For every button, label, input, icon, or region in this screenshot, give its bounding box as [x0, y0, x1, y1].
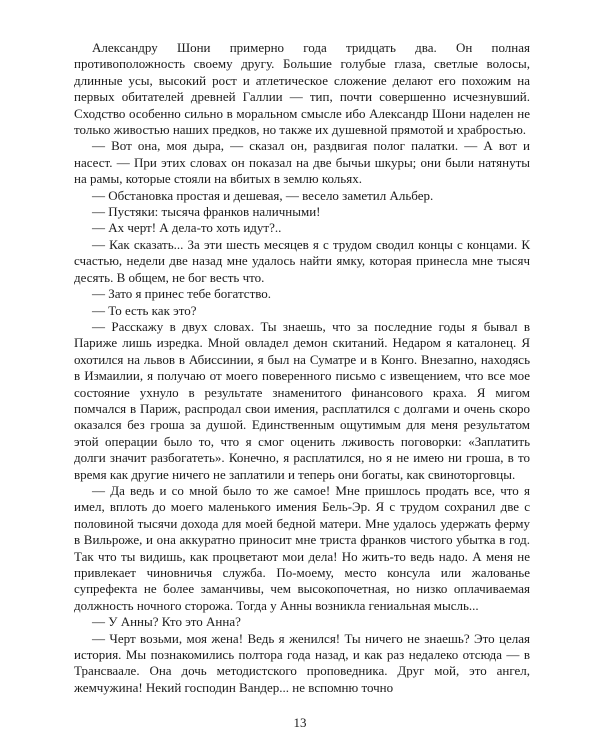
paragraph: — У Анны? Кто это Анна?	[92, 614, 241, 630]
paragraph: — Вот она, моя дыра, — сказал он, раздвигая полог палатки. — А вот и насест. — При этих словах он показал на две бычьи шкуры; они были натянуты на рамы, которые стояли на вбитых в землю кольях.	[74, 138, 530, 187]
body-text	[74, 40, 530, 696]
paragraph: — Черт возьми, моя жена! Ведь я женился! Ты ничего не знаешь? Это целая история. Мы познакомились полтора года назад, и как раз недалеко отсюда — в Трансваале. Она дочь методистского проповедника. Друг мой, это ангел, жемчужина! Некий господин Вандер... не вспомню точно	[74, 630, 530, 695]
paragraph: — Зато я принес тебе богатство.	[92, 286, 272, 302]
paragraph: — Обстановка простая и дешевая, — весело заметил Альбер.	[92, 187, 434, 203]
paragraph: — Расскажу в двух словах. Ты знаешь, что за последние годы я бывал в Париже лишь изредка. Мной овладел демон скитаний. Недаром я каталонец. Я охотился на львов в Абиссинии, я был на Суматре и в Конго. Внезапно, находясь в Измаилии, я получаю от моего поверенного письмо с извещением, что все мое состояние ухнуло в результате знаменитого финансового краха. Я мигом помчался в Париж, распродал свои имения, расплатился с долгами и очень скоро оказался без гроша за душой. Единственным ощутимым для меня результатом этой операции было то, что я смог оценить лживость поговорки: «Заплатить долги значит разбогатеть». Конечно, я расплатился, но я не имею ни гроша, в то время как другие ничего не заплатили и теперь они богаты, как свиноторговцы.	[74, 318, 530, 482]
paragraph: — Как сказать... За эти шесть месяцев я с трудом сводил концы с концами. К счастью, недели две назад мне удалось найти ямку, которая принесла мне тысяч десять. В общем, не бог весть что.	[74, 236, 530, 285]
paragraph: — Ах черт! А дела-то хоть идут?..	[92, 220, 282, 236]
paragraph: — Пустяки: тысяча франков наличными!	[92, 204, 321, 220]
paragraph: — Да ведь и со мной было то же самое! Мне пришлось продать все, что я имел, вплоть до моего маленького имения Бель-Эр. Я с трудом сохранил две с половиной тысячи дохода для моей бедной матери. Мне удалось удержать ферму в Вильроже, и она аккуратно приносит мне триста франков чистого убытка в год. Так что ты видишь, как процветают мои дела! Но жить-то ведь надо. А меня не привлекает чиновничья служба. По-моему, место консула или жалованье супрефекта не более заманчивы, чем высокопочетная, но низко оплачиваемая должность ночного сторожа. Тогда у Анны возникла гениальная мысль...	[74, 482, 530, 613]
page-number: 13	[293, 715, 307, 730]
paragraph: Александру Шони примерно года тридцать два. Он полная противоположность своему другу. Большие голубые глаза, светлые волосы, длинные усы, высокий рост и атлетическое сложение делают его похожим на первых обитателей древней Галлии — тип, почти совершенно исчезнувший. Сходство особенно сильно в моральном смысле ибо Александр Шони наделен не только живостью наших предков, но также их душевной прямотой и храбростью.	[74, 40, 530, 138]
paragraph: — То есть как это?	[92, 302, 197, 318]
